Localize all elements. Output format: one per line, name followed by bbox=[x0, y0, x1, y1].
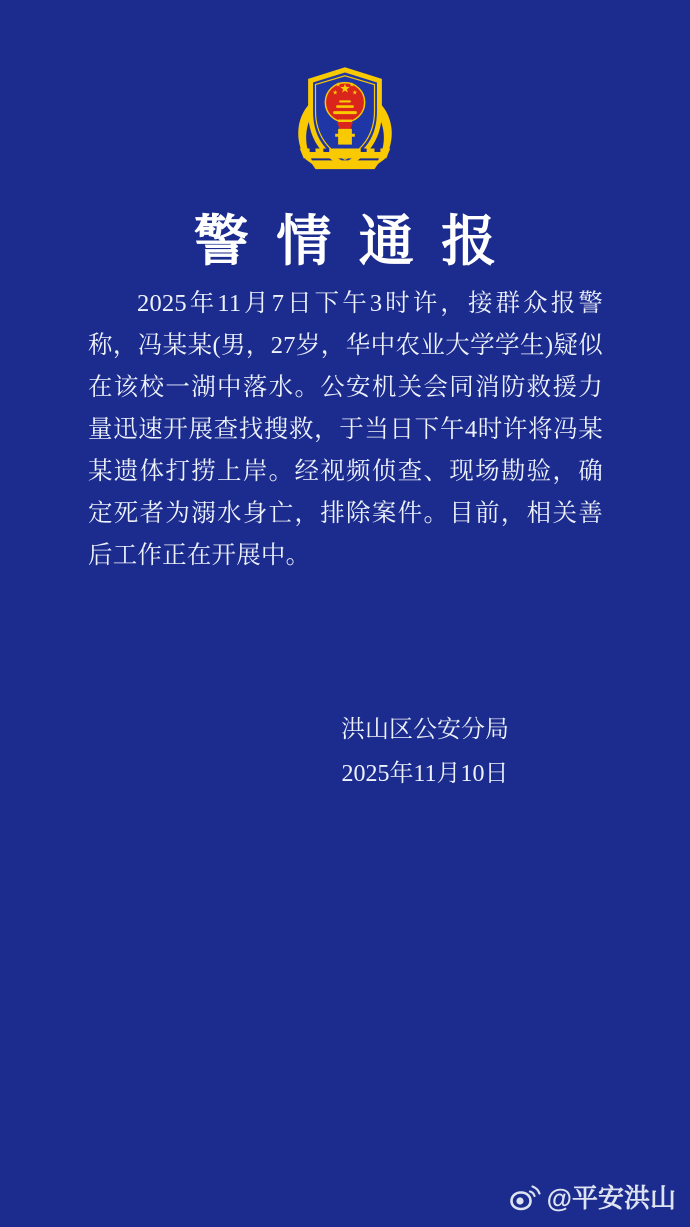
weibo-icon bbox=[509, 1183, 541, 1211]
issuing-agency: 洪山区公安分局 bbox=[341, 717, 509, 743]
notice-body-paragraph: 2025年11月7日下午3时许，接群众报警称，冯某某(男，27岁，华中农业大学学生)疑似在该校一湖中落水。公安机关会同消防救援力量迅速开展查找搜救，于当日下午4时许将冯某某遗体打捞上岸。经视频侦查、现场勘验，确定死者为溺水身亡，排除案件。目前，相关善后工作正在开展中。 bbox=[88, 290, 603, 569]
signature-block bbox=[341, 708, 509, 796]
police-badge-icon bbox=[286, 62, 404, 180]
police-badge-emblem bbox=[286, 62, 404, 180]
notice-title: 警情通报 bbox=[193, 211, 524, 272]
weibo-handle: @平安洪山 bbox=[546, 1183, 676, 1213]
issue-date: 2025年11月10日 bbox=[341, 761, 509, 787]
weibo-watermark bbox=[509, 1178, 676, 1215]
